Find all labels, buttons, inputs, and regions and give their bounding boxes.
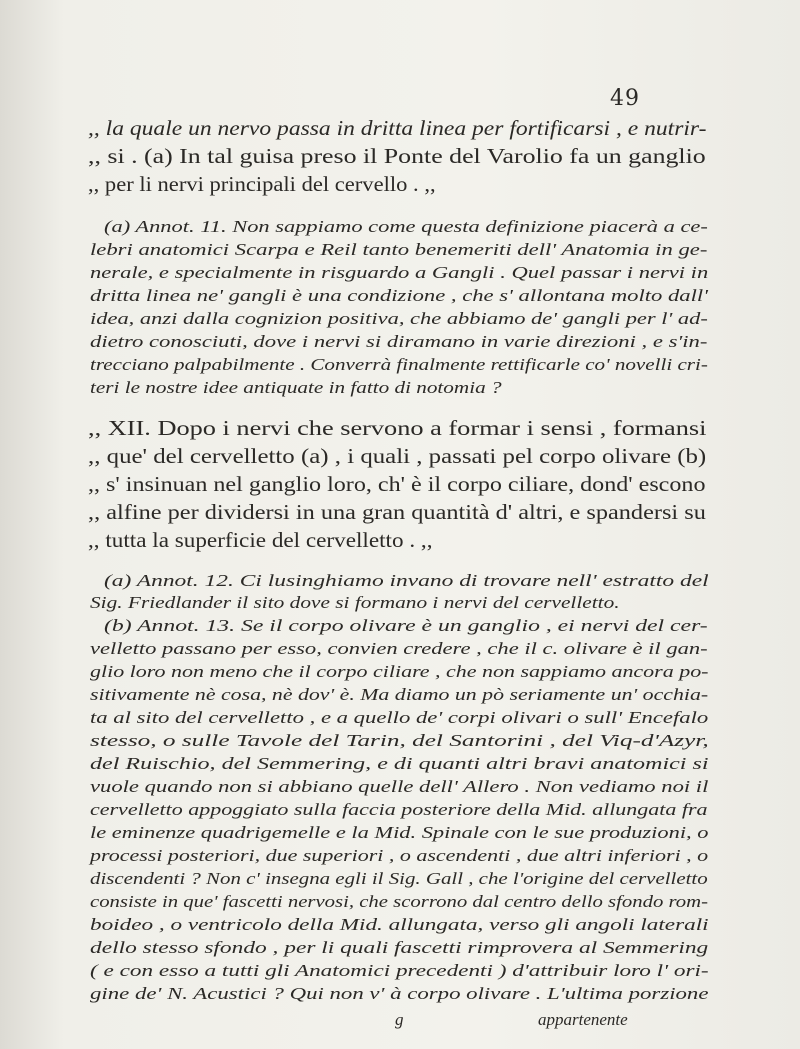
footnote-line: glio loro non meno che il corpo ciliare , che non sappiamo ancora po- bbox=[90, 662, 709, 681]
footnote-line: vuole quando non si abbiano quelle dell' Allero . Non vediamo noi il bbox=[90, 777, 709, 796]
footnote-line: cervelletto appoggiato sulla faccia posteriore della Mid. allungata fra bbox=[90, 800, 708, 819]
footnote-line: sitivamente nè cosa, nè dov' è. Ma diamo un pò seriamente un' occhia- bbox=[90, 685, 709, 704]
text-line: ,, XII. Dopo i nervi che servono a formar i sensi , formansi bbox=[88, 416, 707, 440]
footnote-line: trecciano palpabilmente . Converrà finalmente rettificarle co' novelli cri- bbox=[90, 355, 708, 374]
footnote-line: discendenti ? Non c' insegna egli il Sig. Gall , che l'origine del cervelletto bbox=[90, 869, 708, 888]
footnote-line: teri le nostre idee antiquate in fatto di notomia ? bbox=[90, 378, 502, 397]
footnote-line: processi posteriori, due superiori , o ascendenti , due altri inferiori , o bbox=[90, 846, 709, 865]
text-line: ,, si . (a) In tal guisa preso il Ponte del Varolio fa un ganglio bbox=[88, 144, 706, 168]
footnote-line: (b) Annot. 13. Se il corpo olivare è un ganglio , ei nervi del cer- bbox=[104, 616, 708, 635]
footnote-line: dritta linea ne' gangli è una condizione , che s' allontana molto dall' bbox=[90, 286, 709, 305]
footnote-line: dietro conosciuti, dove i nervi si diramano in varie direzioni , e s'in- bbox=[90, 332, 708, 351]
footnote-line: le eminenze quadrigemelle e la Mid. Spinale con le sue produzioni, o bbox=[90, 823, 709, 842]
page-number: 49 bbox=[610, 86, 640, 111]
signature-mark: g bbox=[395, 1010, 404, 1029]
text-line: ,, alfine per dividersi in una gran quantità d' altri, e spandersi su bbox=[88, 500, 706, 524]
footnote-line: gine de' N. Acustici ? Qui non v' à corpo olivare . L'ultima porzione bbox=[90, 984, 709, 1003]
footnote-line: nerale, e specialmente in risguardo a Gangli . Quel passar i nervi in bbox=[90, 263, 709, 282]
footnote-line: lebri anatomici Scarpa e Reil tanto benemeriti dell' Anatomia in ge- bbox=[90, 240, 708, 259]
footnote-line: ( e con esso a tutti gli Anatomici precedenti ) d'attribuir loro l' ori- bbox=[90, 961, 709, 980]
text-line: ,, s' insinuan nel ganglio loro, ch' è il corpo ciliare, dond' escono bbox=[88, 472, 706, 496]
footnote-line: dello stesso sfondo , per li quali fascetti rimprovera al Semmering bbox=[90, 938, 709, 957]
footnote-line: idea, anzi dalla cognizion positiva, che abbiamo de' gangli per l' ad- bbox=[90, 309, 708, 328]
footnote-line: (a) Annot. 12. Ci lusinghiamo invano di trovare nell' estratto del bbox=[104, 571, 709, 590]
text-line: ,, per li nervi principali del cervello . ,, bbox=[88, 172, 436, 196]
footnote-line: velletto passano per esso, convien credere , che il c. olivare è il gan- bbox=[90, 639, 708, 658]
footnote-line: consiste in que' fascetti nervosi, che scorrono dal centro dello sfondo rom- bbox=[90, 892, 709, 911]
footnote-line: boideo , o ventricolo della Mid. allungata, verso gli angoli laterali bbox=[90, 915, 709, 934]
footnote-line: Sig. Friedlander il sito dove si formano i nervi del cervelletto. bbox=[90, 593, 620, 612]
footnote-line: ta al sito del cervelletto , e a quello de' corpi olivari o sull' Encefalo bbox=[90, 708, 709, 727]
footnote-line: stesso, o sulle Tavole del Tarin, del Santorini , del Viq-d'Azyr, bbox=[90, 731, 709, 750]
text-line: ,, la quale un nervo passa in dritta linea per fortificarsi , e nutrir- bbox=[88, 116, 707, 140]
footnote-line: del Ruischio, del Semmering, e di quanti altri bravi anatomici si bbox=[90, 754, 709, 773]
catchword: appartenente bbox=[538, 1010, 628, 1029]
footnote-line: (a) Annot. 11. Non sappiamo come questa definizione piacerà a ce- bbox=[104, 217, 708, 236]
text-line: ,, que' del cervelletto (a) , i quali , passati pel corpo olivare (b) bbox=[88, 444, 707, 468]
text-line: ,, tutta la superficie del cervelletto . ,, bbox=[88, 528, 433, 552]
